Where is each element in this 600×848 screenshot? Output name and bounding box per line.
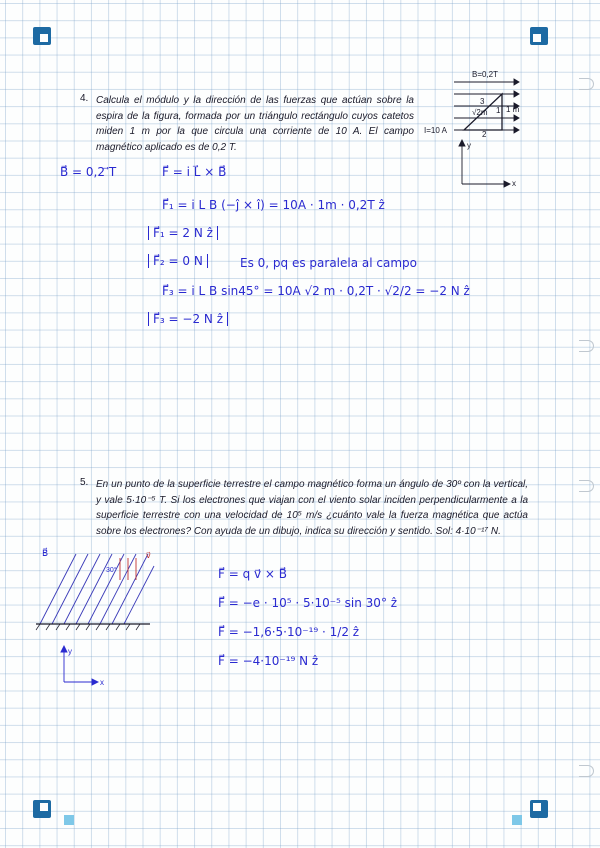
handwritten-step-2: F⃗ = −1,6·5·10⁻¹⁹ · 1/2 ẑ <box>218 625 360 639</box>
handwritten-b-definition: B⃗ = 0,2 ⃗T <box>60 165 117 179</box>
problem-4-statement: Calcula el módulo y la dirección de las fuerzas que actúan sobre la espira de la figura, formada por un triángulo rectángulo cuyos catetos miden 1 m por la que circula una corriente de 10 A. El campo magnético aplicado es de 0,2 T. <box>96 95 414 153</box>
binder-ring-mark <box>579 480 594 492</box>
figure-x-axis: x <box>512 179 516 188</box>
figure-b-label: B=0,2T <box>472 70 499 79</box>
figure-5-y-axis: y <box>68 647 72 656</box>
figure-axes-5 <box>61 646 98 685</box>
binder-ring-mark <box>579 78 594 90</box>
figure-hyp-label: √2m <box>472 108 488 117</box>
figure-b-vector: B⃗ <box>42 548 49 558</box>
surface-hatch <box>36 624 140 630</box>
figure-current-label: I=10 A <box>424 126 447 135</box>
problem-4-loop-figure <box>420 66 520 196</box>
handwritten-f2-note: Es 0, pq es paralela al campo <box>240 256 417 270</box>
handwritten-step-1: F⃗ = −e · 10⁵ · 5·10⁻⁵ sin 30° ẑ <box>218 596 398 610</box>
field-lines <box>40 554 154 624</box>
handwritten-lorentz-formula: F⃗ = q v⃗ × B⃗ <box>218 567 288 581</box>
figure-angle: 30° <box>106 567 117 574</box>
corner-tab-right <box>512 815 522 825</box>
problem-5-number: 5. <box>80 477 89 488</box>
corner-mark-bottom-left <box>33 800 51 818</box>
problem-5-statement: En un punto de la superficie terrestre el campo magnético forma un ángulo de 30º con la vertical, y vale 5·10⁻⁵ T. Si los electrones que viajan con el viento solar inciden perpendicularmente a la superficie terrestre con una velocidad de 10⁵ m/s ¿cuánto vale la fuerza magnética que actúa sobre los electrones? Con ayuda de un dibujo, indica su dirección y sentido. Sol: 4·10⁻¹⁷ N. <box>96 479 528 537</box>
handwritten-f2-result: F⃗₂ = 0 N <box>148 254 208 268</box>
binder-ring-mark <box>579 765 594 777</box>
handwritten-f1-calc: F⃗₁ = i L B (−ĵ × î) = 10A · 1m · 0,2T ẑ <box>162 198 385 212</box>
velocity-arrows <box>120 558 136 580</box>
handwritten-force-formula: F⃗ = i L⃗ × B⃗ <box>162 165 227 179</box>
corner-mark-top-left <box>33 27 51 45</box>
problem-5-field-figure <box>36 544 166 694</box>
handwritten-f1-result: F⃗₁ = 2 N ẑ <box>148 226 218 240</box>
figure-side-1: 1 <box>496 106 501 115</box>
problem-4-number: 4. <box>80 93 89 104</box>
binder-ring-mark <box>579 340 594 352</box>
corner-tab-left <box>64 815 74 825</box>
figure-side-3: 3 <box>480 97 485 106</box>
figure-side-label: 1 m <box>506 105 520 114</box>
figure-y-axis: y <box>467 141 471 150</box>
figure-v-vector: v⃗ <box>146 551 151 560</box>
handwritten-f3-calc: F⃗₃ = i L B sin45° = 10A √2 m · 0,2T · √2/2 = −2 N ẑ <box>162 284 470 298</box>
handwritten-step-3: F⃗ = −4·10⁻¹⁹ N ẑ <box>218 654 319 668</box>
figure-5-x-axis: x <box>100 678 104 687</box>
handwritten-f3-result: F⃗₃ = −2 N ẑ <box>148 312 228 326</box>
corner-mark-bottom-right <box>530 800 548 818</box>
figure-side-2: 2 <box>482 130 487 139</box>
corner-mark-top-right <box>530 27 548 45</box>
